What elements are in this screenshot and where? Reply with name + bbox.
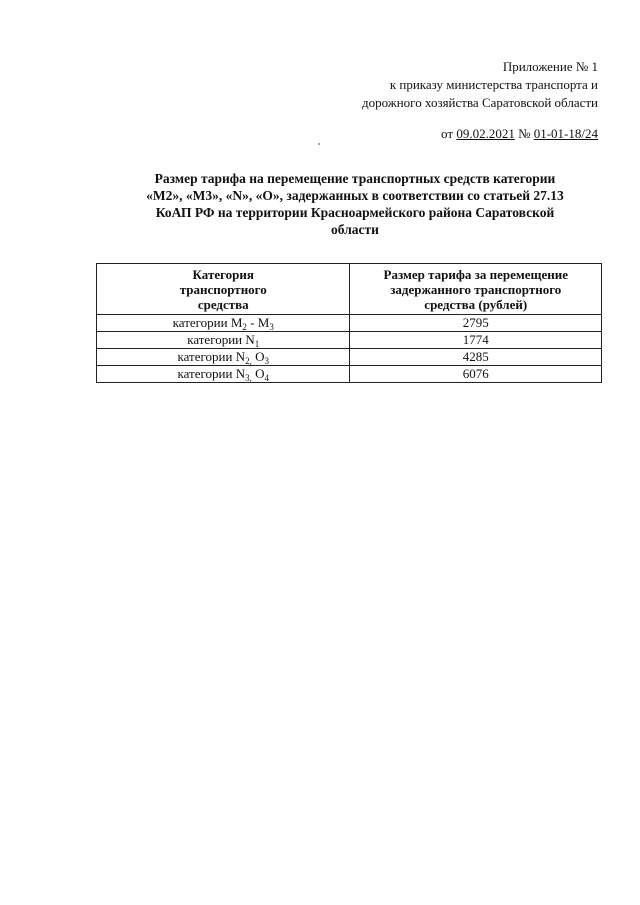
order-prefix: от bbox=[441, 126, 457, 141]
header-vehicle-category: Категория транспортного средства bbox=[97, 264, 350, 315]
order-number: 01-01-18/24 bbox=[533, 126, 598, 141]
table-row bbox=[97, 332, 602, 349]
vehicle-category-cell: категории $M_2 - M_3$ bbox=[97, 315, 350, 332]
table-row bbox=[97, 315, 602, 332]
tariff-value-cell: 2795 bbox=[350, 315, 602, 332]
tariff-value-cell: 1774 bbox=[350, 332, 602, 349]
scan-speck bbox=[318, 143, 320, 145]
header-tariff-amount: Размер тарифа за перемещение задержанного транспортного средства (рублей) bbox=[350, 264, 602, 315]
document-title bbox=[110, 170, 600, 238]
title-line-3: КоАП РФ на территории Красноармейского района Саратовской bbox=[155, 205, 555, 220]
appendix-order-ref: к приказу министерства транспорта и bbox=[389, 77, 598, 92]
table-header-row bbox=[97, 264, 602, 315]
appendix-header bbox=[362, 58, 598, 112]
tariff-value-cell: 4285 bbox=[350, 349, 602, 366]
vehicle-category-cell: категории $N_{3,}$ $O_4$ bbox=[97, 366, 350, 383]
appendix-ministry: дорожного хозяйства Саратовской области bbox=[361, 95, 598, 110]
title-line-2: «М2», «М3», «N», «О», задержанных в соответствии со статьей 27.13 bbox=[146, 188, 564, 203]
table-row bbox=[97, 366, 602, 383]
order-date-number bbox=[441, 126, 598, 142]
vehicle-category-cell: категории $N_{2,}$ $O_3$ bbox=[97, 349, 350, 366]
title-line-4: области bbox=[331, 222, 379, 237]
tariff-value-cell: 6076 bbox=[350, 366, 602, 383]
vehicle-category-cell: категории $N_1$ bbox=[97, 332, 350, 349]
order-date: 09.02.2021 bbox=[456, 126, 515, 141]
table-row bbox=[97, 349, 602, 366]
title-line-1: Размер тарифа на перемещение транспортных средств категории bbox=[154, 171, 556, 186]
appendix-number: Приложение № 1 bbox=[502, 59, 598, 74]
tariff-table bbox=[96, 263, 602, 383]
order-number-sign: № bbox=[514, 126, 534, 141]
